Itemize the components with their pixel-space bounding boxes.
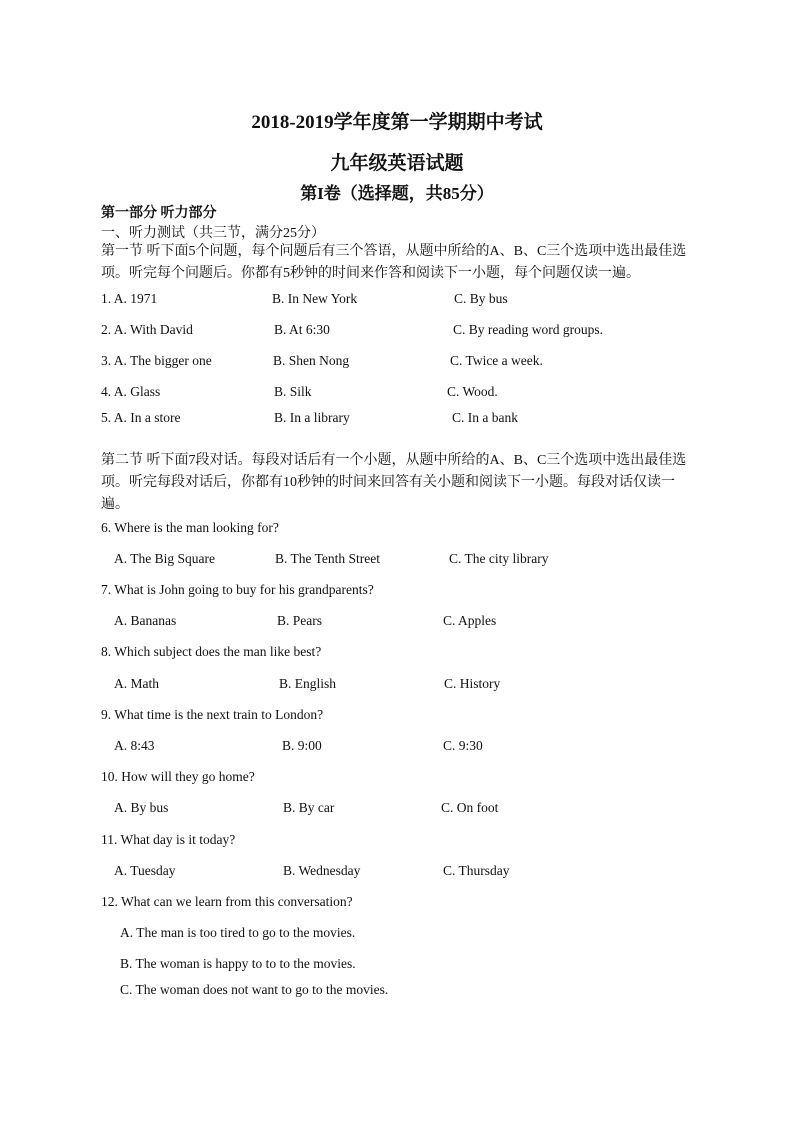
option-c: C. By reading word groups. xyxy=(453,322,603,337)
option-b: B. Pears xyxy=(277,613,322,628)
option-c: C. Apples xyxy=(443,613,497,628)
option-a: A. 8:43 xyxy=(114,738,155,753)
option-a: 4. A. Glass xyxy=(101,384,161,399)
option-a: A. The Big Square xyxy=(114,551,215,566)
part1-heading: 第一部分 听力部分 xyxy=(101,206,217,221)
option-c: C. 9:30 xyxy=(443,738,483,753)
option-b: B. By car xyxy=(283,800,335,815)
question-text: 8. Which subject does the man like best? xyxy=(101,644,322,659)
option-c: C. Thursday xyxy=(443,863,510,878)
question-text: 12. What can we learn from this conversation? xyxy=(101,894,353,909)
question-text: 7. What is John going to buy for his grandparents? xyxy=(101,582,374,597)
option-c: C. Twice a week. xyxy=(450,353,543,368)
option-b: B. At 6:30 xyxy=(274,322,330,337)
option-b: B. 9:00 xyxy=(282,738,322,753)
option-a: 5. A. In a store xyxy=(101,410,181,425)
volume-heading: 第I卷（选择题，共85分） xyxy=(300,184,494,203)
option-c: C. On foot xyxy=(441,800,499,815)
option-a: A. Bananas xyxy=(114,613,177,628)
question-text: 6. Where is the man looking for? xyxy=(101,520,279,535)
option-a: 1. A. 1971 xyxy=(101,291,158,306)
option-b: B. The Tenth Street xyxy=(275,551,381,566)
option-c: C. History xyxy=(444,676,501,691)
exam-title: 2018-2019学年度第一学期期中考试 xyxy=(251,112,543,133)
option-a: 3. A. The bigger one xyxy=(101,353,212,368)
section1-instructions: 第一节 听下面5个问题，每个问题后有三个答语，从题中所给的A、B、C三个选项中选出最佳选项。听完每个问题后。你都有5秒钟的时间来作答和阅读下一小题，每个问题仅读一遍。 xyxy=(101,244,687,281)
section2-instructions: 第二节 听下面7段对话。每段对话后有一个小题，从题中所给的A、B、C三个选项中选出最佳选项。听完每段对话后，你都有10秒钟的时间来回答有关小题和阅读下一小题。每段对话仅读一遍。 xyxy=(101,453,687,512)
option-a: A. Tuesday xyxy=(114,863,176,878)
option-b: B. In New York xyxy=(272,291,358,306)
option-a: A. The man is too tired to go to the movies. xyxy=(120,925,356,940)
option-b: B. In a library xyxy=(274,410,350,425)
option-c: C. Wood. xyxy=(447,384,498,399)
option-b: B. Shen Nong xyxy=(273,353,350,368)
question-text: 9. What time is the next train to London? xyxy=(101,707,324,722)
option-b: B. Wednesday xyxy=(283,863,361,878)
option-c: C. By bus xyxy=(454,291,508,306)
part1-intro: 一、听力测试（共三节，满分25分） xyxy=(101,226,325,241)
question-text: 11. What day is it today? xyxy=(101,832,236,847)
option-a: 2. A. With David xyxy=(101,322,193,337)
option-c: C. In a bank xyxy=(452,410,518,425)
option-b: B. Silk xyxy=(274,384,312,399)
option-c: C. The woman does not want to go to the movies. xyxy=(120,982,389,997)
option-b: B. The woman is happy to to to the movies. xyxy=(120,956,356,971)
question-text: 10. How will they go home? xyxy=(101,769,255,784)
option-a: A. By bus xyxy=(114,800,169,815)
exam-subtitle: 九年级英语试题 xyxy=(330,153,464,174)
option-b: B. English xyxy=(279,676,337,691)
option-a: A. Math xyxy=(114,676,159,691)
option-c: C. The city library xyxy=(449,551,549,566)
